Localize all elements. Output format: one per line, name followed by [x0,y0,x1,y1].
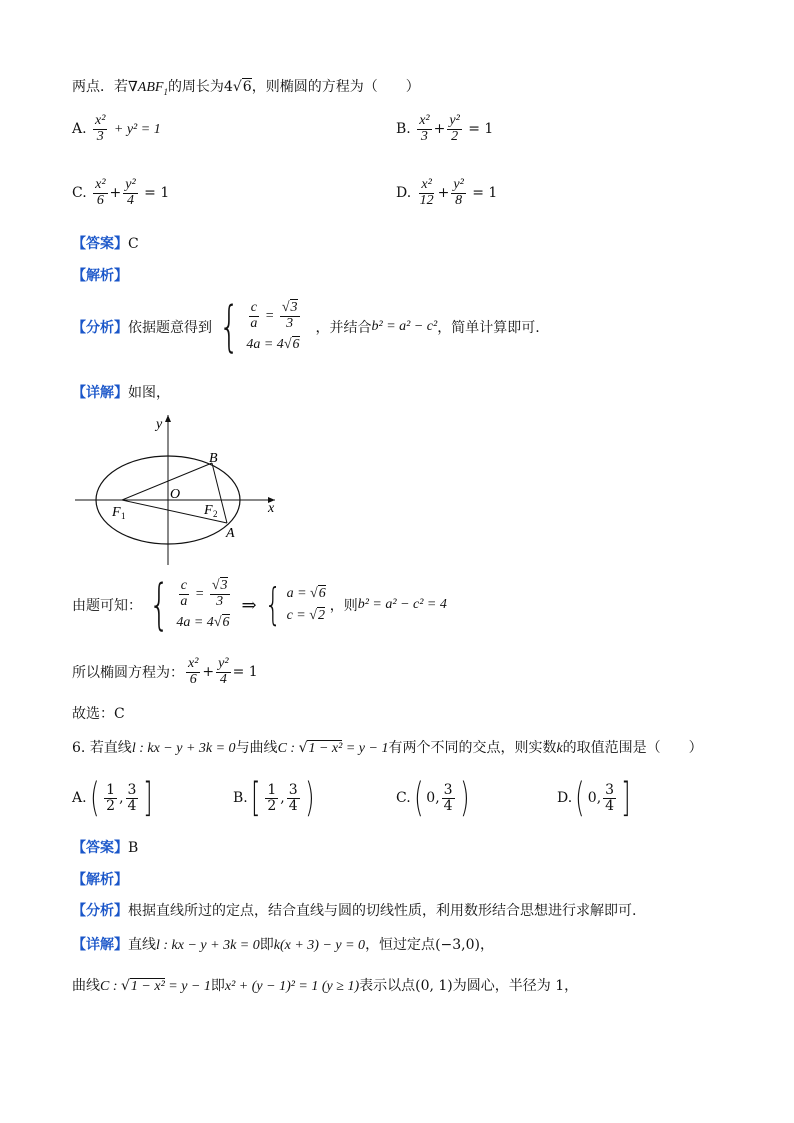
q5-option-a[interactable]: A. $\frac{\text{x²}}{3}$ + y² = 1 [72,113,161,144]
label-y: y [156,417,163,432]
q6-option-a[interactable]: A. ( $\frac{1}{2}$ , $\frac{3}{4}$ ] [72,775,153,821]
q6-analysis-tag: 【解析】 [72,872,128,888]
q5-answer: 【答案】C [72,236,139,252]
q6-fenxi: 【分析】根据直线所过的定点，结合直线与圆的切线性质，利用数形结合思想进行求解即可. [72,903,637,919]
q6-detail-1: 【详解】直线l : kx − y + 3k = 0即k(x + 3) − y = 0，恒过定点(−3,0)， [72,937,494,953]
q5-result: 所以椭圆方程为： $\frac{\text{x²}}{6}$ + $\frac{\text{y²}}{4}$ = 1 [72,656,258,687]
q6-stem: 6. 若直线l : kx − y + 3k = 0与曲线C : √1 − x² = y − 1有两个不同的交点，则实数k的取值范围是（ ） [72,740,703,756]
q5-choose: 故选：C [72,706,125,722]
label-a: A [226,526,235,541]
q5-fenxi: 【分析】 依据题意得到 { $\frac{c}{a}$ = $\frac{√3}{3}$ 4a = 4√6 ，并结合 b² = a² − c² ，简单计算即可. [72,295,540,358]
q5-analysis-tag: 【解析】 [72,268,128,284]
q6-option-b[interactable]: B. [ $\frac{1}{2}$ , $\frac{3}{4}$ ) [233,775,315,821]
label-f1-sub: 1 [121,511,126,521]
ellipse-figure [70,410,290,570]
q5-option-c[interactable]: C. $\frac{\text{x²}}{6}$ + $\frac{\text{y²}}{4}$ = 1 [72,177,170,208]
q6-answer: 【答案】B [72,840,139,856]
q5-option-d[interactable]: D. $\frac{\text{x²}}{12}$ + $\frac{\text{y²}}{8}$ = 1 [396,177,498,208]
q6-option-c[interactable]: C. ( 0, $\frac{3}{4}$ ) [396,775,470,821]
q5-known: 由题可知： { $\frac{c}{a}$ = $\frac{√3}{3}$ 4a = 4√6 ⇒ { a = √6 c = √2 ，则 b² = a² − c² = 4 [72,573,447,636]
label-o: O [170,487,181,502]
q5-stem: 两点．若$\nabla ABF_1$的周长为4√6，则椭圆的方程为（ ） [72,79,420,97]
q6-detail-2: 曲线C : √1 − x² = y − 1即x² + (y − 1)² = 1 (y ≥ 1)表示以点(0, 1)为圆心，半径为 1， [72,978,579,994]
label-f2-sub: 2 [213,509,218,519]
label-x: x [268,501,275,516]
label-f2: F [204,503,213,518]
label-f1: F [112,505,121,520]
q6-option-d[interactable]: D. ( 0, $\frac{3}{4}$ ] [557,775,631,821]
q5-option-b[interactable]: B. $\frac{\text{x²}}{3}$ + $\frac{\text{y²}}{2}$ = 1 [396,113,494,144]
q5-detail: 【详解】如图， [72,385,170,401]
segment-f1-b [122,463,212,500]
label-b: B [209,451,218,466]
